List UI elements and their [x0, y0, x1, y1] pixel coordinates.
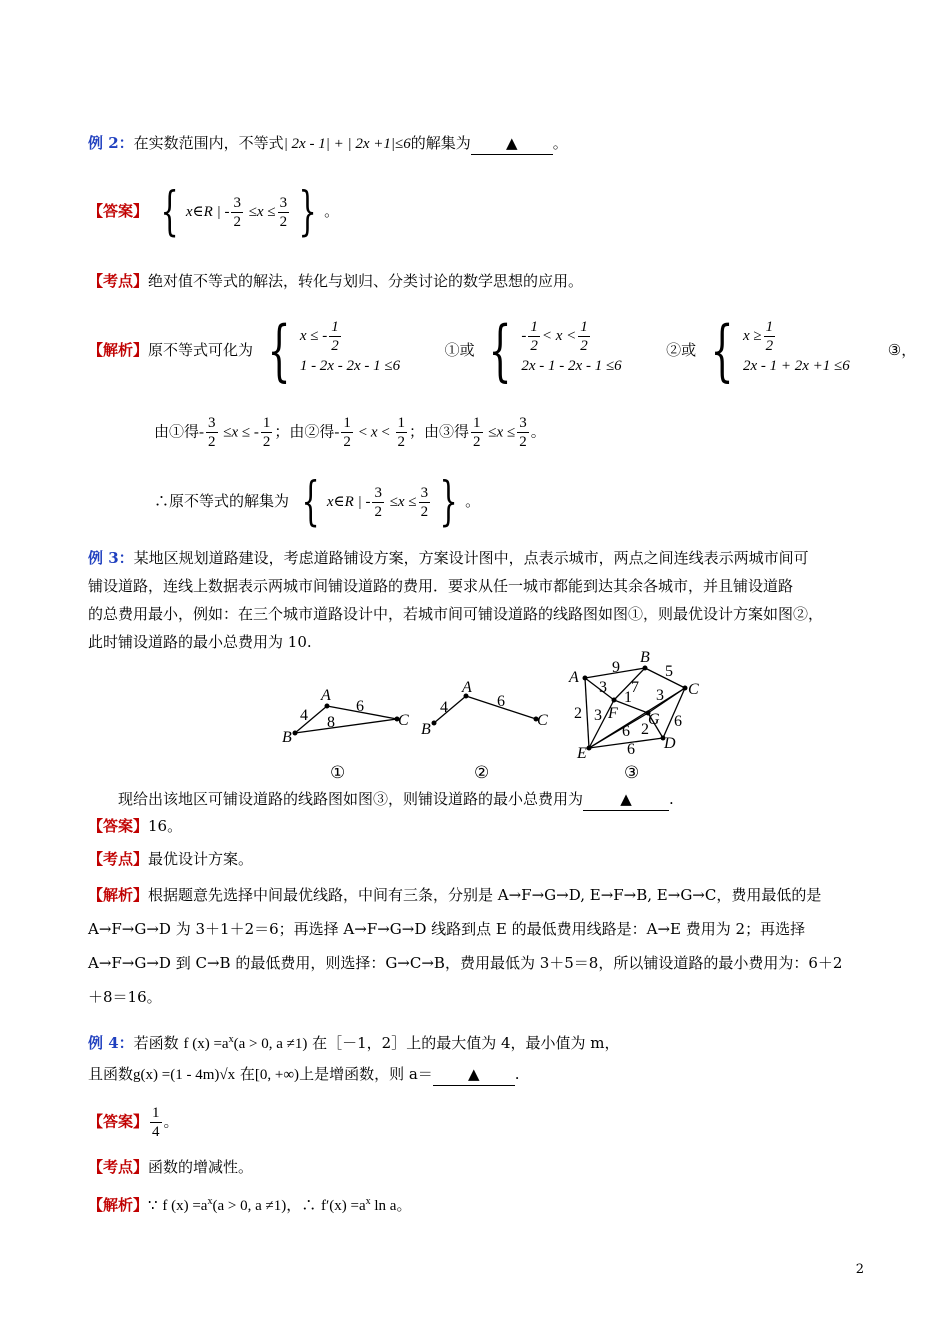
svg-text:8: 8	[327, 714, 335, 731]
ex2-text2: 的解集为	[410, 134, 471, 152]
svg-text:3: 3	[656, 687, 664, 704]
svg-text:B: B	[640, 650, 650, 666]
ex2-question: 例 2：在实数范围内，不等式| 2x - 1| + | 2x +1|≤6的解集为 ▲ 。	[88, 132, 568, 155]
svg-text:2: 2	[574, 705, 582, 722]
ex2-cases-result: 由①得- $\frac{3}{2}$ ≤x ≤ - $\frac{1}{2}$ ；由②得- $\frac{1}{2}$ < x < $\frac{1}{2}$ ；由③得 $\frac{1}{2}$ ≤x ≤ $\frac{3}{2}$ 。	[154, 415, 546, 450]
svg-text:4: 4	[300, 707, 308, 724]
svg-text:1: 1	[624, 689, 632, 706]
case-1: x ≤ - $\frac{1}{2}$ 1 - 2x - 2x - 1 ≤6	[299, 318, 401, 374]
ex4-question-1: 例 4：若函数 f $(x) =a^x(a > 0$, a ≠1) 在［－1，2］上的最大值为 4，最小值为 m，	[88, 1034, 620, 1052]
ex2-answer-label: 【答案】	[88, 202, 149, 220]
ex2-inequality: | 2x - 1| + | 2x +1|≤6	[283, 136, 411, 152]
ex2-answer: 【答案】 { x∈R | - $\frac{3}{2}$ ≤x ≤ $\frac{3}{2}$ } 。	[88, 182, 340, 242]
ex3-solution: 【解析】根据题意先选择中间最优线路，中间有三条，分别是 A→F→G→D, E→F→B, E→G→C，费用最低的是 A→F→G→D 为 3＋1＋2＝6；再选择 A→F→G→D 线路到点 E 的最低费用线路是：A→E 费用为 2；再选择 A→F→G→D 到 C→B 的最低费用，则选择：G→C→B，费用最低为 3＋5＝8，所以铺设道路的最小费用为：6＋2 ＋8＝16。	[88, 886, 843, 1006]
svg-text:C: C	[537, 712, 548, 729]
ex2-topic: 【考点】绝对值不等式的解法，转化与划归、分类讨论的数学思想的应用。	[88, 272, 584, 290]
svg-text:9: 9	[612, 659, 620, 676]
svg-text:D: D	[664, 735, 676, 752]
svg-text:5: 5	[665, 663, 673, 680]
svg-text:7: 7	[631, 679, 639, 696]
fraction: $\frac{3}{2}$	[233, 194, 241, 230]
ex2-answer-set: x∈R | -	[185, 204, 230, 220]
graph-2	[421, 679, 548, 738]
ex3-topic: 【考点】最优设计方案。	[88, 850, 254, 868]
svg-text:6: 6	[356, 698, 364, 715]
graph-1	[282, 687, 409, 746]
svg-text:3: 3	[594, 707, 602, 724]
ex4-answer: 【答案】 $\frac{1}{4}$ 。	[88, 1105, 179, 1140]
ex4-topic: 【考点】函数的增减性。	[88, 1158, 254, 1176]
ex4-solution: 【解析】∵ f $(x) =a^x(a > 0$, a ≠1)，∴ $f'(x) =a^x$ ln a。	[88, 1196, 412, 1214]
ex2-label: 例 2：	[88, 134, 134, 152]
page-number: 2	[855, 1262, 864, 1277]
fraction: $\frac{3}{2}$	[279, 194, 288, 230]
ex2-text1: 在实数范围内，不等式	[133, 134, 284, 152]
svg-text:C: C	[688, 681, 699, 698]
svg-text:A: A	[462, 679, 472, 696]
svg-text:B: B	[421, 721, 431, 738]
fig-label-2: ②	[474, 763, 490, 782]
svg-text:6: 6	[674, 713, 682, 730]
svg-text:C: C	[398, 712, 409, 729]
svg-text:6: 6	[622, 723, 630, 740]
svg-text:2: 2	[641, 721, 649, 738]
ex3-answer: 【答案】16。	[88, 817, 183, 835]
svg-text:3: 3	[599, 679, 607, 696]
svg-text:E: E	[577, 745, 587, 762]
svg-text:A: A	[569, 669, 579, 686]
ex3-question-2: 现给出该地区可铺设道路的线路图如图③，则铺设道路的最小总费用为 ▲ .	[118, 788, 674, 811]
ex2-answer-blank: ▲	[471, 132, 553, 155]
svg-text:4: 4	[440, 699, 448, 716]
ex2-conclusion: ∴原不等式的解集为 { x∈R | - $\frac{3}{2}$ ≤x ≤ $\frac{3}{2}$ } 。	[154, 472, 481, 532]
node-label: A	[321, 687, 331, 704]
case-2: - $\frac{1}{2}$ < x < $\frac{1}{2}$ 2x - 1 - 2x - 1 ≤6	[521, 318, 622, 374]
fig-label-1: ①	[330, 763, 346, 782]
ex3-question: 例 3：某地区规划道路建设，考虑道路铺设方案，方案设计图中，点表示城市，两点之间连线表示两城市间可 铺设道路，连线上数据表示两城市间铺设道路的费用．要求从任一城市都能到达其余各城市，并且铺设道路 的总费用最小，例如：在三个城市道路设计中，若城市间可铺设道路的线路图如图①，则最优设计方案如图②， 此时铺设道路的最小总费用为 10.	[88, 549, 824, 651]
ex4-question-2: 且函数g(x) =(1 - 4m)√x 在[0, +∞)上是增函数，则 a＝ ▲ .	[88, 1063, 520, 1086]
case-3: x ≥ $\frac{1}{2}$ 2x - 1 + 2x +1 ≤6	[742, 318, 850, 374]
road-graphs-figure	[0, 650, 950, 790]
svg-text:B: B	[282, 729, 292, 746]
svg-text:6: 6	[497, 693, 505, 710]
svg-text:F: F	[608, 705, 618, 722]
ex2-solution: 【解析】原不等式可化为 { x ≤ - $\frac{1}{2}$ 1 - 2x - 2x - 1 ≤6 ①或 { - $\frac{1}{2}$ < x < $\frac{1}{2}$ 2x - 1 - 2x - 1 ≤6 ②或 { x ≥ $\frac{1}{2}$ 2x - 1 + 2x +1 ≤6 ③，	[88, 312, 917, 389]
svg-text:6: 6	[627, 741, 635, 758]
svg-text:G: G	[648, 711, 660, 728]
fig-label-3: ③	[624, 763, 640, 782]
